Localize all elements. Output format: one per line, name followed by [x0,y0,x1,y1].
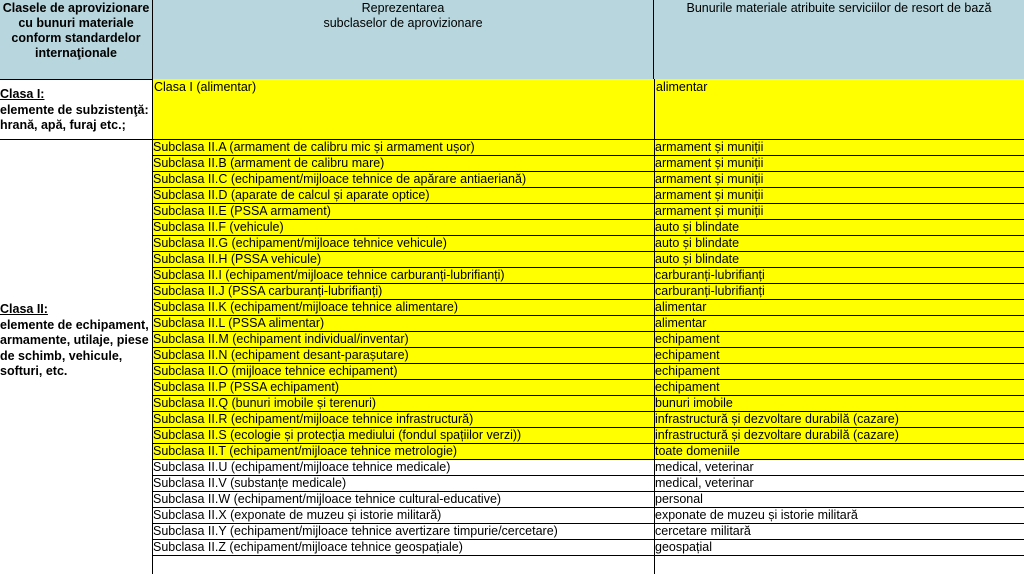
header-text: internaţionale [35,46,117,60]
table-row [152,460,1024,476]
goods-cell: geospațial [655,540,712,554]
header-text: cu bunuri materiale [18,16,134,30]
table-header [0,0,1024,80]
table-row [152,252,1024,268]
class-2-cell [0,140,152,574]
table-row [152,444,1024,460]
table-row [152,220,1024,236]
subclass-cell: Subclasa II.Y (echipament/mijloace tehnice avertizare timpurie/cercetare) [153,524,558,538]
column-divider [654,79,655,574]
goods-cell: medical, veterinar [655,460,754,474]
class-2-desc: armamente, utilaje, piese [0,333,149,347]
goods-cell: carburanți-lubrifianți [655,268,765,282]
goods-cell: exponate de muzeu și istorie militară [655,508,858,522]
subclass-cell: Subclasa II.C (echipament/mijloace tehnice de apărare antiaeriană) [153,172,527,186]
class-2-desc: elemente de echipament, [0,317,149,332]
subclass-cell: Subclasa II.T (echipament/mijloace tehnice metrologie) [153,444,458,458]
goods-cell: echipament [655,348,720,362]
subclass-cell: Subclasa II.L (PSSA alimentar) [153,316,325,330]
class-2-desc: de schimb, vehicule, [0,348,123,363]
subclass-cell: Subclasa II.R (echipament/mijloace tehnice infrastructură) [153,412,474,426]
table-row [152,284,1024,300]
header-col-classes [0,0,152,79]
header-col-subclasses [152,0,654,79]
table-row [152,524,1024,540]
goods-cell: alimentar [655,300,707,314]
table-row [152,332,1024,348]
goods-cell: echipament [655,364,720,378]
subclass-cell: Subclasa II.F (vehicule) [153,220,284,234]
subclass-cell: Subclasa II.G (echipament/mijloace tehnice vehicule) [153,236,447,250]
goods-cell: armament și muniții [655,140,764,154]
subclass-cell: Subclasa II.P (PSSA echipament) [153,380,339,394]
subclass-cell: Subclasa II.Z (echipament/mijloace tehnice geospațiale) [153,540,463,554]
goods-cell: armament și muniții [655,172,764,186]
table-row [152,300,1024,316]
subclass-cell: Subclasa II.B (armament de calibru mare) [153,156,385,170]
table-row [152,540,1024,556]
goods-cell: infrastructură și dezvoltare durabilă (cazare) [655,412,899,426]
subclass-cell: Subclasa II.H (PSSA vehicule) [153,252,322,266]
class-2-desc: softuri, etc. [0,364,68,378]
table-row [152,316,1024,332]
subclass-cell: Subclasa II.D (aparate de calcul și aparate optice) [153,188,430,202]
table-row [152,508,1024,524]
table-row [152,236,1024,252]
goods-cell: personal [655,492,703,506]
table-row [152,364,1024,380]
goods-cell: auto și blindate [655,252,740,266]
table-row [152,348,1024,364]
goods-cell: infrastructură și dezvoltare durabilă (cazare) [655,428,899,442]
table-row [152,156,1024,172]
subclass-cell: Subclasa II.W (echipament/mijloace tehnice cultural-educative) [153,492,502,506]
class-1-cell [0,79,152,140]
subclass-cell: Subclasa II.U (echipament/mijloace tehnice medicale) [153,460,451,474]
class-2-title: Clasa II: [0,302,48,316]
goods-cell: toate domeniile [655,444,740,458]
subclass-cell: Subclasa II.I (echipament/mijloace tehnice carburanți-lubrifianți) [153,268,505,282]
goods-cell: auto și blindate [655,236,740,250]
table-row [152,428,1024,444]
table-row [152,492,1024,508]
class-1-title: Clasa I: [0,87,45,101]
header-text: Reprezentarea [361,1,445,15]
subclass-cell: Subclasa II.X (exponate de muzeu și istorie militară) [153,508,442,522]
goods-cell: echipament [655,380,720,394]
table-row [152,268,1024,284]
header-text: Clasele de aprovizionare [2,1,150,15]
goods-cell: bunuri imobile [655,396,733,410]
table-row [152,476,1024,492]
table-row [152,204,1024,220]
subclass-cell: Subclasa II.Q (bunuri imobile și terenuri) [153,396,377,410]
header-text: subclaselor de aprovizionare [323,16,483,30]
subclass-cell: Subclasa II.E (PSSA armament) [153,204,331,218]
goods-cell: armament și muniții [655,156,764,170]
class-1-row [152,79,1024,140]
subclass-cell: Subclasa II.V (substanțe medicale) [153,476,347,490]
table-row [152,396,1024,412]
class-1-desc: elemente de subzistenţă: [0,102,149,117]
table-row [152,188,1024,204]
goods-cell: armament și muniții [655,188,764,202]
table-row [152,172,1024,188]
column-divider [152,79,153,574]
goods-cell: alimentar [655,316,707,330]
subclass-cell: Subclasa II.N (echipament desant-parașutare) [153,348,409,362]
class-1-goods: alimentar [656,80,708,94]
goods-cell: carburanți-lubrifianți [655,284,765,298]
table-row [152,140,1024,156]
class-1-desc: hrană, apă, furaj etc.; [0,118,126,132]
header-text: conform standardelor [11,31,141,45]
subclass-cell: Subclasa II.O (mijloace tehnice echipament) [153,364,398,378]
goods-cell: echipament [655,332,720,346]
goods-cell: medical, veterinar [655,476,754,490]
class-1-subclass: Clasa I (alimentar) [154,80,257,94]
subclass-cell: Subclasa II.J (PSSA carburanți-lubrifianți) [153,284,383,298]
table-row [152,380,1024,396]
subclass-cell: Subclasa II.S (ecologie și protecția mediului (fondul spațiilor verzi)) [153,428,522,442]
subclass-rows [152,140,1024,556]
table-row [152,412,1024,428]
subclass-cell: Subclasa II.K (echipament/mijloace tehnice alimentare) [153,300,459,314]
header-text: Bunurile materiale atribuite serviciilor de resort de bază [686,1,992,15]
subclass-cell: Subclasa II.M (echipament individual/inventar) [153,332,409,346]
goods-cell: armament și muniții [655,204,764,218]
subclass-cell: Subclasa II.A (armament de calibru mic și armament ușor) [153,140,475,154]
goods-cell: cercetare militară [655,524,751,538]
header-col-goods [654,0,1024,79]
goods-cell: auto și blindate [655,220,740,234]
